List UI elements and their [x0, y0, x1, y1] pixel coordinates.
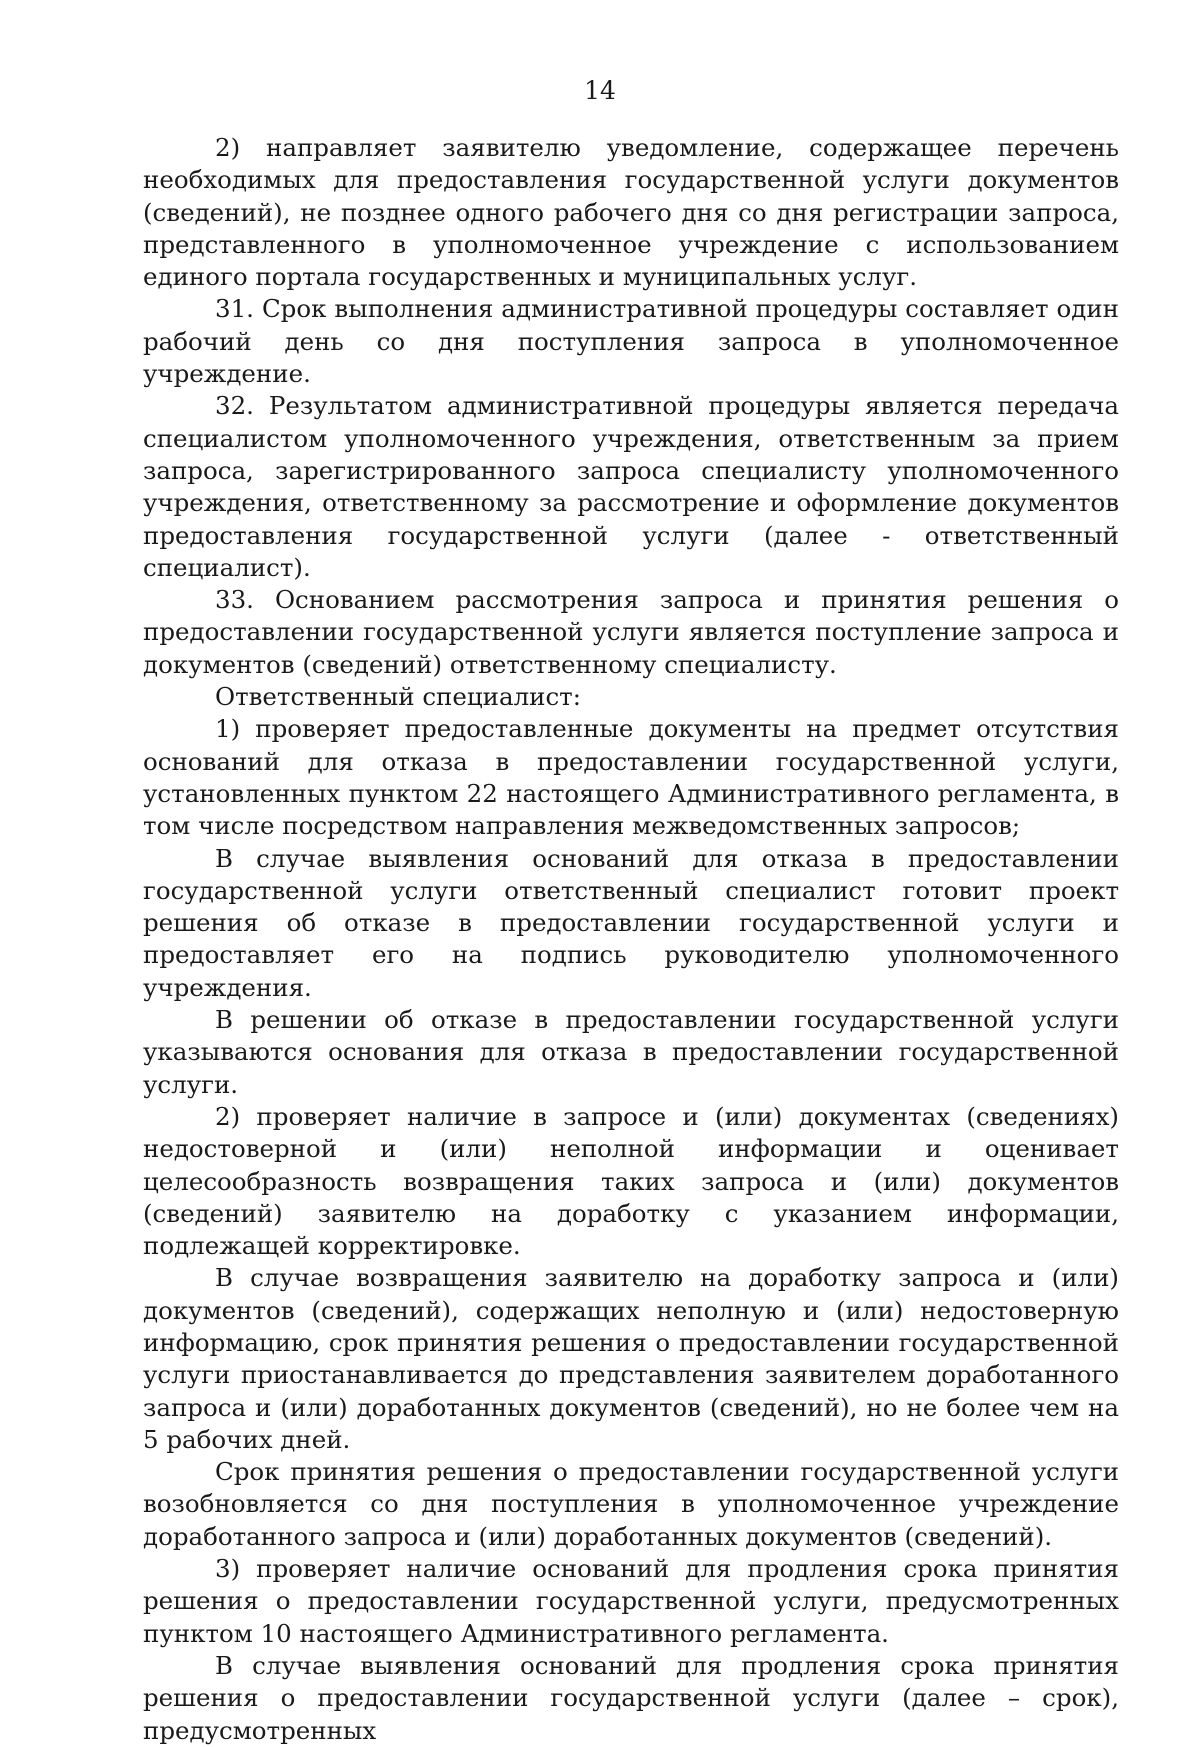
paragraph: 1) проверяет предоставленные документы на предмет отсутствия оснований для отказа в предоставлении государственной услуги, установленных пунктом 22 настоящего Административного регламента, в том числе посредством направления межведомственных запросов; — [143, 714, 1119, 841]
paragraph: В случае возвращения заявителю на доработку запроса и (или) документов (сведений), содержащих неполную и (или) недостоверную информацию, срок принятия решения о предоставлении государственной услуги приостанавливается до представления заявителем доработанного запроса и (или) доработанных документов (сведений), но не более чем на 5 рабочих дней. — [143, 1263, 1119, 1454]
paragraph: Ответственный специалист: — [215, 682, 581, 712]
paragraph: 33. Основанием рассмотрения запроса и принятия решения о предоставлении государственной услуги является поступление запроса и документов (сведений) ответственному специалисту. — [143, 585, 1119, 679]
paragraph: 2) проверяет наличие в запросе и (или) документах (сведениях) недостоверной и (или) неполной информации и оценивает целесообразность возвращения таких запроса и (или) документов (сведений) заявителю на доработку с указанием информации, подлежащей корректировке. — [143, 1101, 1119, 1261]
paragraph: В случае выявления оснований для продления срока принятия решения о предоставлении государственной услуги (далее – срок), предусмотренных — [143, 1650, 1119, 1745]
paragraph: В случае выявления оснований для отказа в предоставлении государственной услуги ответственный специалист готовит проект решения об отказе в предоставлении государственной услуги и предоставляет его на подпись руководителю уполномоченного учреждения. — [143, 843, 1119, 1002]
paragraph: 31. Срок выполнения административной процедуры составляет один рабочий день со дня поступления запроса в уполномоченное учреждение. — [143, 294, 1119, 389]
paragraph: 32. Результатом административной процедуры является передача специалистом уполномоченного учреждения, ответственным за прием запроса, зарегистрированного запроса специалисту уполномоченного учреждения, ответственному за рассмотрение и оформление документов предоставления государственной услуги (далее - ответственный специалист). — [143, 391, 1119, 582]
document-body — [143, 132, 1119, 1747]
paragraph: 3) проверяет наличие оснований для продления срока принятия решения о предоставлении государственной услуги, предусмотренных пунктом 10 настоящего Административного регламента. — [143, 1554, 1119, 1648]
paragraph: В решении об отказе в предоставлении государственной услуги указываются основания для отказа в предоставлении государственной услуги. — [143, 1005, 1119, 1099]
paragraph: Срок принятия решения о предоставлении государственной услуги возобновляется со дня поступления в уполномоченное учреждение доработанного запроса и (или) доработанных документов (сведений). — [143, 1457, 1119, 1551]
page-number: 14 — [584, 76, 616, 105]
paragraph: 2) направляет заявителю уведомление, содержащее перечень необходимых для предоставления государственной услуги документов (сведений), не позднее одного рабочего дня со дня регистрации запроса, представленного в уполномоченное учреждение с использованием единого портала государственных и муниципальных услуг. — [143, 133, 1119, 292]
